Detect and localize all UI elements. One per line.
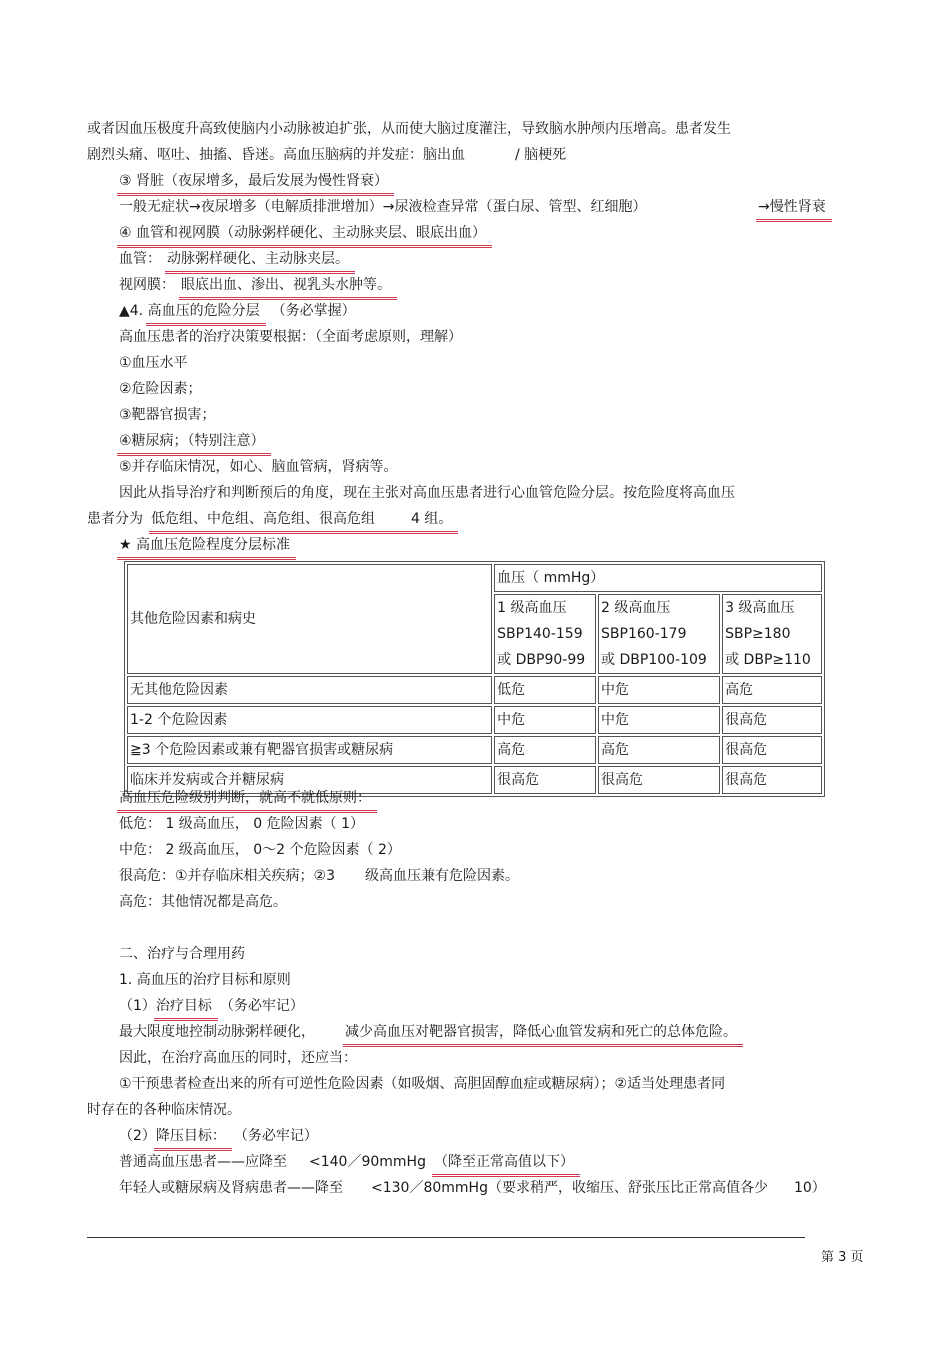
highlighted-text: 高血压的危险分层 (147, 303, 260, 319)
text-span: 最大限度地控制动脉粥样硬化， (119, 1024, 315, 1040)
highlighted-text: 治疗目标 (155, 998, 212, 1014)
text-span: （务必牢记） (233, 1128, 318, 1144)
text-span: （1） (119, 998, 156, 1014)
section-heading: 二、治疗与合理用药 (119, 946, 245, 962)
paragraph-line (119, 1022, 737, 1042)
paragraph-line (119, 1178, 826, 1198)
vessel-title (119, 223, 486, 243)
list-item: ②危险因素； (119, 381, 202, 397)
table-row (127, 676, 822, 704)
paragraph-line: 因此，在治疗高血压的同时，还应当： (119, 1050, 357, 1066)
highlighted-text: 低危组、中危组、高危组、很高危组 4 组。 (151, 511, 453, 527)
factor-cell: ≧3 个危险因素或兼有靶器官损害或糖尿病 (127, 736, 492, 764)
risk-cell: 中危 (494, 706, 596, 734)
grade-cell: 2 级高血压 SBP160-179 或 DBP100-109 (598, 594, 720, 674)
highlighted-text: ★ 高血压危险程度分层标准 (119, 537, 291, 553)
risk-cell: 高危 (722, 676, 822, 704)
text-span: 剧烈头痛、呕吐、抽搐、昏迷。高血压脑病的并发症：脑出血 (87, 147, 465, 163)
paragraph-line (87, 145, 566, 165)
table-title (119, 535, 290, 555)
header-top-cell: 血压（ mmHg） (494, 564, 822, 592)
kidney-desc: 一般无症状→夜尿增多（电解质排泄增加）→尿液检查异常（蛋白尿、管型、红细胞） (119, 199, 647, 215)
paragraph-line: ①干预患者检查出来的所有可逆性危险因素（如吸烟、高胆固醇血症或糖尿病）；②适当处理患者同 (119, 1076, 726, 1092)
table-row (127, 706, 822, 734)
text-span: （务必牢记） (219, 998, 304, 1014)
footer-divider (87, 1237, 805, 1238)
highlighted-text: 减少高血压对靶器官损害，降低心血管发病和死亡的总体危险。 (345, 1024, 737, 1040)
kidney-title (119, 171, 388, 191)
risk-cell: 高危 (598, 736, 720, 764)
label: 视网膜： (119, 277, 175, 293)
paragraph-line: 时存在的各种临床情况。 (87, 1102, 241, 1118)
risk-cell: 很高危 (494, 766, 596, 794)
text-span: 很高危：①并存临床相关疾病；②3 (119, 868, 336, 884)
list-item: ③靶器官损害； (119, 407, 216, 423)
section4-heading (119, 301, 356, 321)
judge-line: 高危：其他情况都是高危。 (119, 894, 287, 910)
risk-cell: 低危 (494, 676, 596, 704)
text-span: （2） (119, 1128, 156, 1144)
risk-cell: 很高危 (722, 736, 822, 764)
target-heading (119, 1126, 318, 1146)
judge-title (119, 788, 371, 808)
risk-cell: 中危 (598, 706, 720, 734)
factor-cell: 无其他危险因素 (127, 676, 492, 704)
kidney-desc-end (758, 197, 826, 217)
factor-cell: 临床并发病或合并糖尿病 (127, 766, 492, 794)
highlighted-text: 眼底出血、渗出、视乳头水肿等。 (181, 277, 391, 293)
header-left-cell: 其他危险因素和病史 (127, 564, 492, 674)
highlighted-text: →慢性肾衰 (758, 199, 826, 215)
risk-cell: 中危 (598, 676, 720, 704)
judge-line: 低危： 1 级高血压， 0 危险因素（ 1） (119, 816, 364, 832)
risk-cell: 很高危 (722, 706, 822, 734)
highlighted-text: 高血压危险级别判断，就高不就低原则： (119, 790, 371, 806)
risk-cell: 很高危 (722, 766, 822, 794)
grade-cell: 3 级高血压 SBP≥180 或 DBP≥110 (722, 594, 822, 674)
judge-line: 中危： 2 级高血压， 0～2 个危险因素（ 2） (119, 842, 401, 858)
factor-cell: 1-2 个危险因素 (127, 706, 492, 734)
vessel-blood-line (119, 249, 349, 269)
text-span: 患者分为 (87, 511, 143, 527)
grade-cell: 1 级高血压 SBP140-159 或 DBP90-99 (494, 594, 596, 674)
section4-intro: 高血压患者的治疗决策要根据：（全面考虑原则，理解） (119, 329, 462, 345)
text-span: 年轻人或糖尿病及肾病患者——降至 (119, 1180, 343, 1196)
text-span: 10） (793, 1180, 826, 1196)
risk-cell: 高危 (494, 736, 596, 764)
goal-heading (119, 996, 304, 1016)
paragraph-line (87, 509, 452, 529)
list-item: ⑤并存临床情况，如心、脑血管病，肾病等。 (119, 459, 398, 475)
paragraph-line (119, 1152, 574, 1172)
subsection-heading: 1. 高血压的治疗目标和原则 (119, 972, 291, 988)
text-span: （务必掌握） (271, 303, 356, 319)
text-span: 普通高血压患者——应降至 (119, 1154, 287, 1170)
table-row (127, 736, 822, 764)
risk-cell: 很高危 (598, 766, 720, 794)
judge-line (119, 866, 519, 886)
page-number: 第 3 页 (821, 1250, 864, 1265)
highlighted-text: ④糖尿病；（特别注意） (119, 433, 265, 449)
highlighted-text: 降压目标： (155, 1128, 226, 1144)
highlighted-text: ③ 肾脏（夜尿增多，最后发展为慢性肾衰） (119, 173, 388, 189)
text-span: <140／90mmHg (309, 1154, 426, 1170)
paragraph-line: 或者因血压极度升高致使脑内小动脉被迫扩张，从而使大脑过度灌注，导致脑水肿颅内压增高。患者发生 (87, 121, 731, 137)
text-span: ▲4. (119, 303, 144, 319)
paragraph-line: 因此从指导治疗和判断预后的角度，现在主张对高血压患者进行心血管危险分层。按危险度将高血压 (119, 485, 735, 501)
list-item (119, 431, 265, 451)
text-span: 级高血压兼有危险因素。 (365, 868, 520, 884)
text-span: / 脑梗死 (515, 147, 567, 163)
highlighted-text: （降至正常高值以下） (433, 1154, 574, 1170)
table-header-row (127, 564, 822, 592)
risk-table (124, 561, 825, 797)
highlighted-text: ④ 血管和视网膜（动脉粥样硬化、主动脉夹层、眼底出血） (119, 225, 486, 241)
label: 血管： (119, 251, 161, 267)
text-span: <130／80mmHg（要求稍严，收缩压、舒张压比正常高值各少 (371, 1180, 768, 1196)
highlighted-text: 动脉粥样硬化、主动脉夹层。 (167, 251, 349, 267)
vessel-retina-line (119, 275, 391, 295)
list-item: ①血压水平 (119, 355, 188, 371)
